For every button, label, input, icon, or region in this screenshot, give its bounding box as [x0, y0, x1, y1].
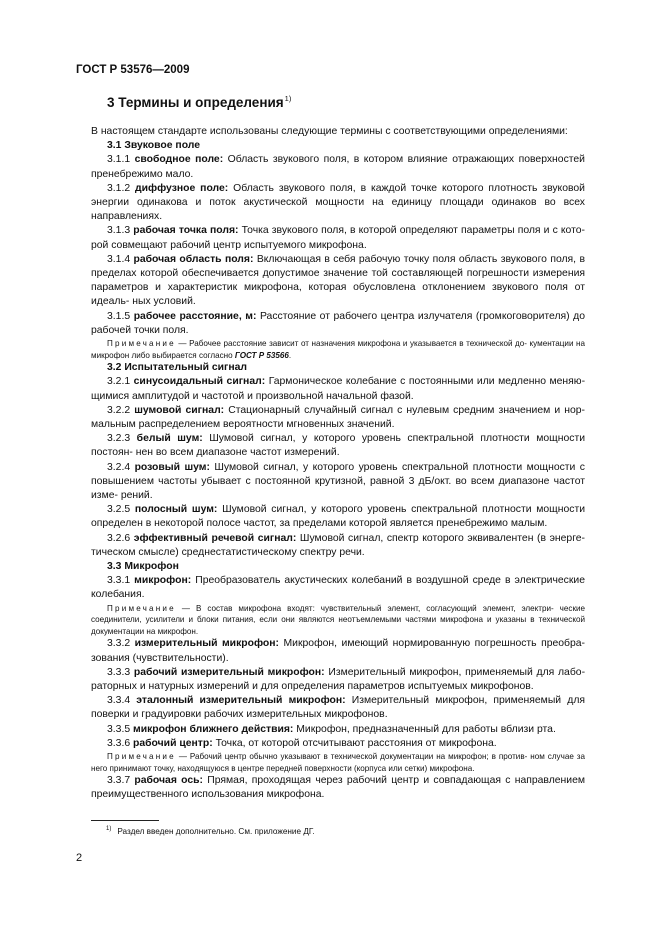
- term-definition: Прямая, проходящая через рабочий центр и совпадающая с направлением преимущественного использования микрофона.: [91, 775, 586, 801]
- term-entry: [91, 153, 585, 181]
- term-name: рабочий центр:: [133, 737, 213, 749]
- note-label: Примечание: [107, 339, 176, 349]
- term-definition: Стационарный случайный сигнал с нулевым средним значением и нор- мальным распределением вероятности мгновенных значений.: [91, 404, 586, 431]
- term-definition: Расстояние от рабочего центра излучателя (громкоговорителя) до рабочей точки поля.: [91, 310, 585, 336]
- term-name: эффективный речевой сигнал:: [133, 532, 297, 544]
- term-number: 3.3.5: [107, 723, 131, 735]
- intro-paragraph: В настоящем стандарте использованы следующие термины с соответствующими определениями:: [91, 126, 568, 137]
- term-name: измерительный микрофон:: [134, 638, 280, 650]
- term-entry: [91, 574, 585, 602]
- term-entry: [91, 461, 585, 504]
- term-definition: Шумовой сигнал, у которого уровень спектральной плотности мощности постоян- нен во всем диапазоне частот измерений.: [91, 433, 586, 459]
- footnote-ref: 1): [284, 94, 292, 103]
- term-number: 3.3.2: [107, 638, 131, 650]
- term-number: 3.2.3: [107, 433, 131, 445]
- term-name: рабочая ось:: [134, 775, 203, 787]
- term-definition: Шумовой сигнал, у которого уровень спектральной плотности мощности с повышением частоты убывает с постоянной крутизной, равной 3 дБ/окт. во всем диапазоне частот изме- рений.: [91, 461, 585, 502]
- term-name: микрофон ближнего действия:: [133, 723, 294, 735]
- term-entry: [91, 404, 585, 432]
- subsection-heading-3-1: 3.1 Звуковое поле: [107, 140, 201, 152]
- term-definition: Включающая в себя рабочую точку поля область звукового поля, в пределах которой обеспечивается допустимое значение той составляющей погрешности измерения параметров и характеристик микрофона, которая обусловлена отклонением звукового поля от идеаль- ных условий.: [91, 253, 585, 308]
- term-name: рабочая точка поля:: [133, 225, 239, 237]
- term-definition: Микрофон, имеющий нормированную погрешность преобра- зования (чувствительности).: [91, 638, 586, 664]
- note: [91, 338, 585, 361]
- term-entry: [91, 637, 585, 665]
- note-label: Примечание: [107, 752, 176, 762]
- term-number: 3.3.7: [107, 775, 131, 787]
- term-entry: [91, 375, 585, 403]
- term-number: 3.2.1: [107, 376, 131, 388]
- note-text: — Рабочее расстояние зависит от назначения микрофона и указывается в технической до- кументации на микрофон либо выбирается согласно: [91, 339, 585, 360]
- term-name: шумовой сигнал:: [134, 404, 225, 416]
- footnote-divider: [91, 820, 159, 821]
- term-name: белый шум:: [136, 433, 203, 445]
- subsection-heading-3-2: 3.2 Испытательный сигнал: [107, 362, 248, 374]
- term-definition: Преобразователь акустических колебаний в воздушной среде в электрические колебания.: [91, 575, 585, 601]
- term-definition: Точка звукового поля, в которой определяют параметры поля и с кото- рой совмещают рабочий центр испытуемого микрофона.: [91, 225, 585, 251]
- term-definition: Шумовой сигнал, спектр которого эквивалентен (в энерге- тическом смысле) среднестатистическому спектру речи.: [91, 532, 585, 558]
- document-code-header: ГОСТ Р 53576—2009: [76, 64, 190, 76]
- term-definition: Микрофон, предназначенный для работы вблизи рта.: [296, 723, 556, 735]
- term-entry: [91, 532, 585, 560]
- term-definition: Измерительный микрофон, применяемый для лабо- раторных и натурных измерений и для определения параметров испытуемых микрофонов.: [91, 666, 586, 693]
- term-name: рабочее расстояние, м:: [133, 310, 257, 322]
- term-number: 3.2.6: [107, 532, 131, 544]
- term-number: 3.2.2: [107, 404, 131, 416]
- term-definition: Гармоническое колебание с постоянными или медленно меняю- щимися амплитудой и частотой и произвольной начальной фазой.: [91, 376, 586, 402]
- section-title-text: 3 Термины и определения: [107, 95, 284, 110]
- term-number: 3.3.4: [107, 695, 131, 707]
- term-entry: [91, 432, 585, 460]
- term-definition: Шумовой сигнал, у которого уровень спектральной плотности мощности определен в некоторой полосе частот, за пределами которой является пренебрежимо малым.: [91, 504, 586, 530]
- term-number: 3.1.1: [107, 154, 131, 166]
- term-definition: Область звукового поля, в каждой точке которого плотность звуковой энергии одинакова и поток акустической мощности на единицу площади одинаков во всех направлениях.: [91, 182, 585, 223]
- term-number: 3.2.5: [107, 504, 131, 516]
- term-name: розовый шум:: [134, 461, 210, 473]
- term-entry: [91, 694, 585, 722]
- term-name: полосный шум:: [134, 504, 218, 516]
- term-name: эталонный измерительный микрофон:: [136, 695, 346, 707]
- page-number: 2: [76, 852, 83, 864]
- term-name: рабочий измерительный микрофон:: [133, 666, 325, 678]
- term-name: рабочая область поля:: [133, 253, 254, 265]
- term-definition: Область звукового поля, в котором влияние отражающих поверхностей пренебрежимо мало.: [91, 154, 585, 180]
- term-number: 3.1.3: [107, 225, 131, 237]
- term-entry: [91, 310, 585, 338]
- term-number: 3.1.5: [107, 310, 131, 322]
- section-title: [107, 94, 291, 110]
- term-entry: [91, 503, 585, 531]
- term-definition: Точка, от которой отсчитывают расстояния от микрофона.: [215, 737, 497, 749]
- note-text: — В состав микрофона входят: чувствительный элемент, согласующий элемент, электри- ческие соединители, усилители и блоки питания, если они являются неотъемлемыми частями микрофона и указаны в технической документации на микрофон.: [91, 603, 586, 636]
- term-number: 3.3.3: [107, 666, 131, 678]
- term-entry: [91, 182, 585, 225]
- term-number: 3.1.2: [107, 182, 131, 194]
- footnote: [106, 826, 315, 836]
- term-name: микрофон:: [134, 575, 192, 587]
- term-number: 3.2.4: [107, 461, 131, 473]
- note-text: — Рабочий центр обычно указывают в технической документации на микрофон; в против- ном случае за него принимают точку, находящуюся в центре передней поверхности (корпуса или сетки) микрофона.: [91, 752, 585, 773]
- note-end: .: [288, 350, 292, 360]
- term-entry: [91, 666, 585, 694]
- term-number: 3.3.6: [107, 737, 131, 749]
- term-entry: [91, 737, 585, 751]
- term-definition: Измерительный микрофон, применяемый для поверки и градуировки рабочих измерительных микрофонов.: [91, 695, 586, 721]
- note: [91, 751, 585, 774]
- footnote-mark: 1): [106, 826, 112, 832]
- term-name: диффузное поле:: [135, 182, 229, 194]
- term-number: 3.1.4: [107, 253, 131, 265]
- note: [91, 603, 585, 638]
- term-name: свободное поле:: [134, 154, 224, 166]
- note-label: Примечание: [107, 603, 176, 613]
- document-body: [91, 125, 585, 803]
- term-entry: [91, 723, 585, 737]
- term-entry: [91, 224, 585, 252]
- term-name: синусоидальный сигнал:: [133, 376, 266, 388]
- term-entry: [91, 774, 585, 802]
- term-number: 3.3.1: [107, 575, 131, 587]
- standard-reference: ГОСТ Р 53566: [234, 350, 289, 360]
- subsection-heading-3-3: 3.3 Микрофон: [107, 561, 179, 573]
- term-entry: [91, 253, 585, 310]
- footnote-text: Раздел введен дополнительно. См. приложение ДГ.: [117, 827, 315, 836]
